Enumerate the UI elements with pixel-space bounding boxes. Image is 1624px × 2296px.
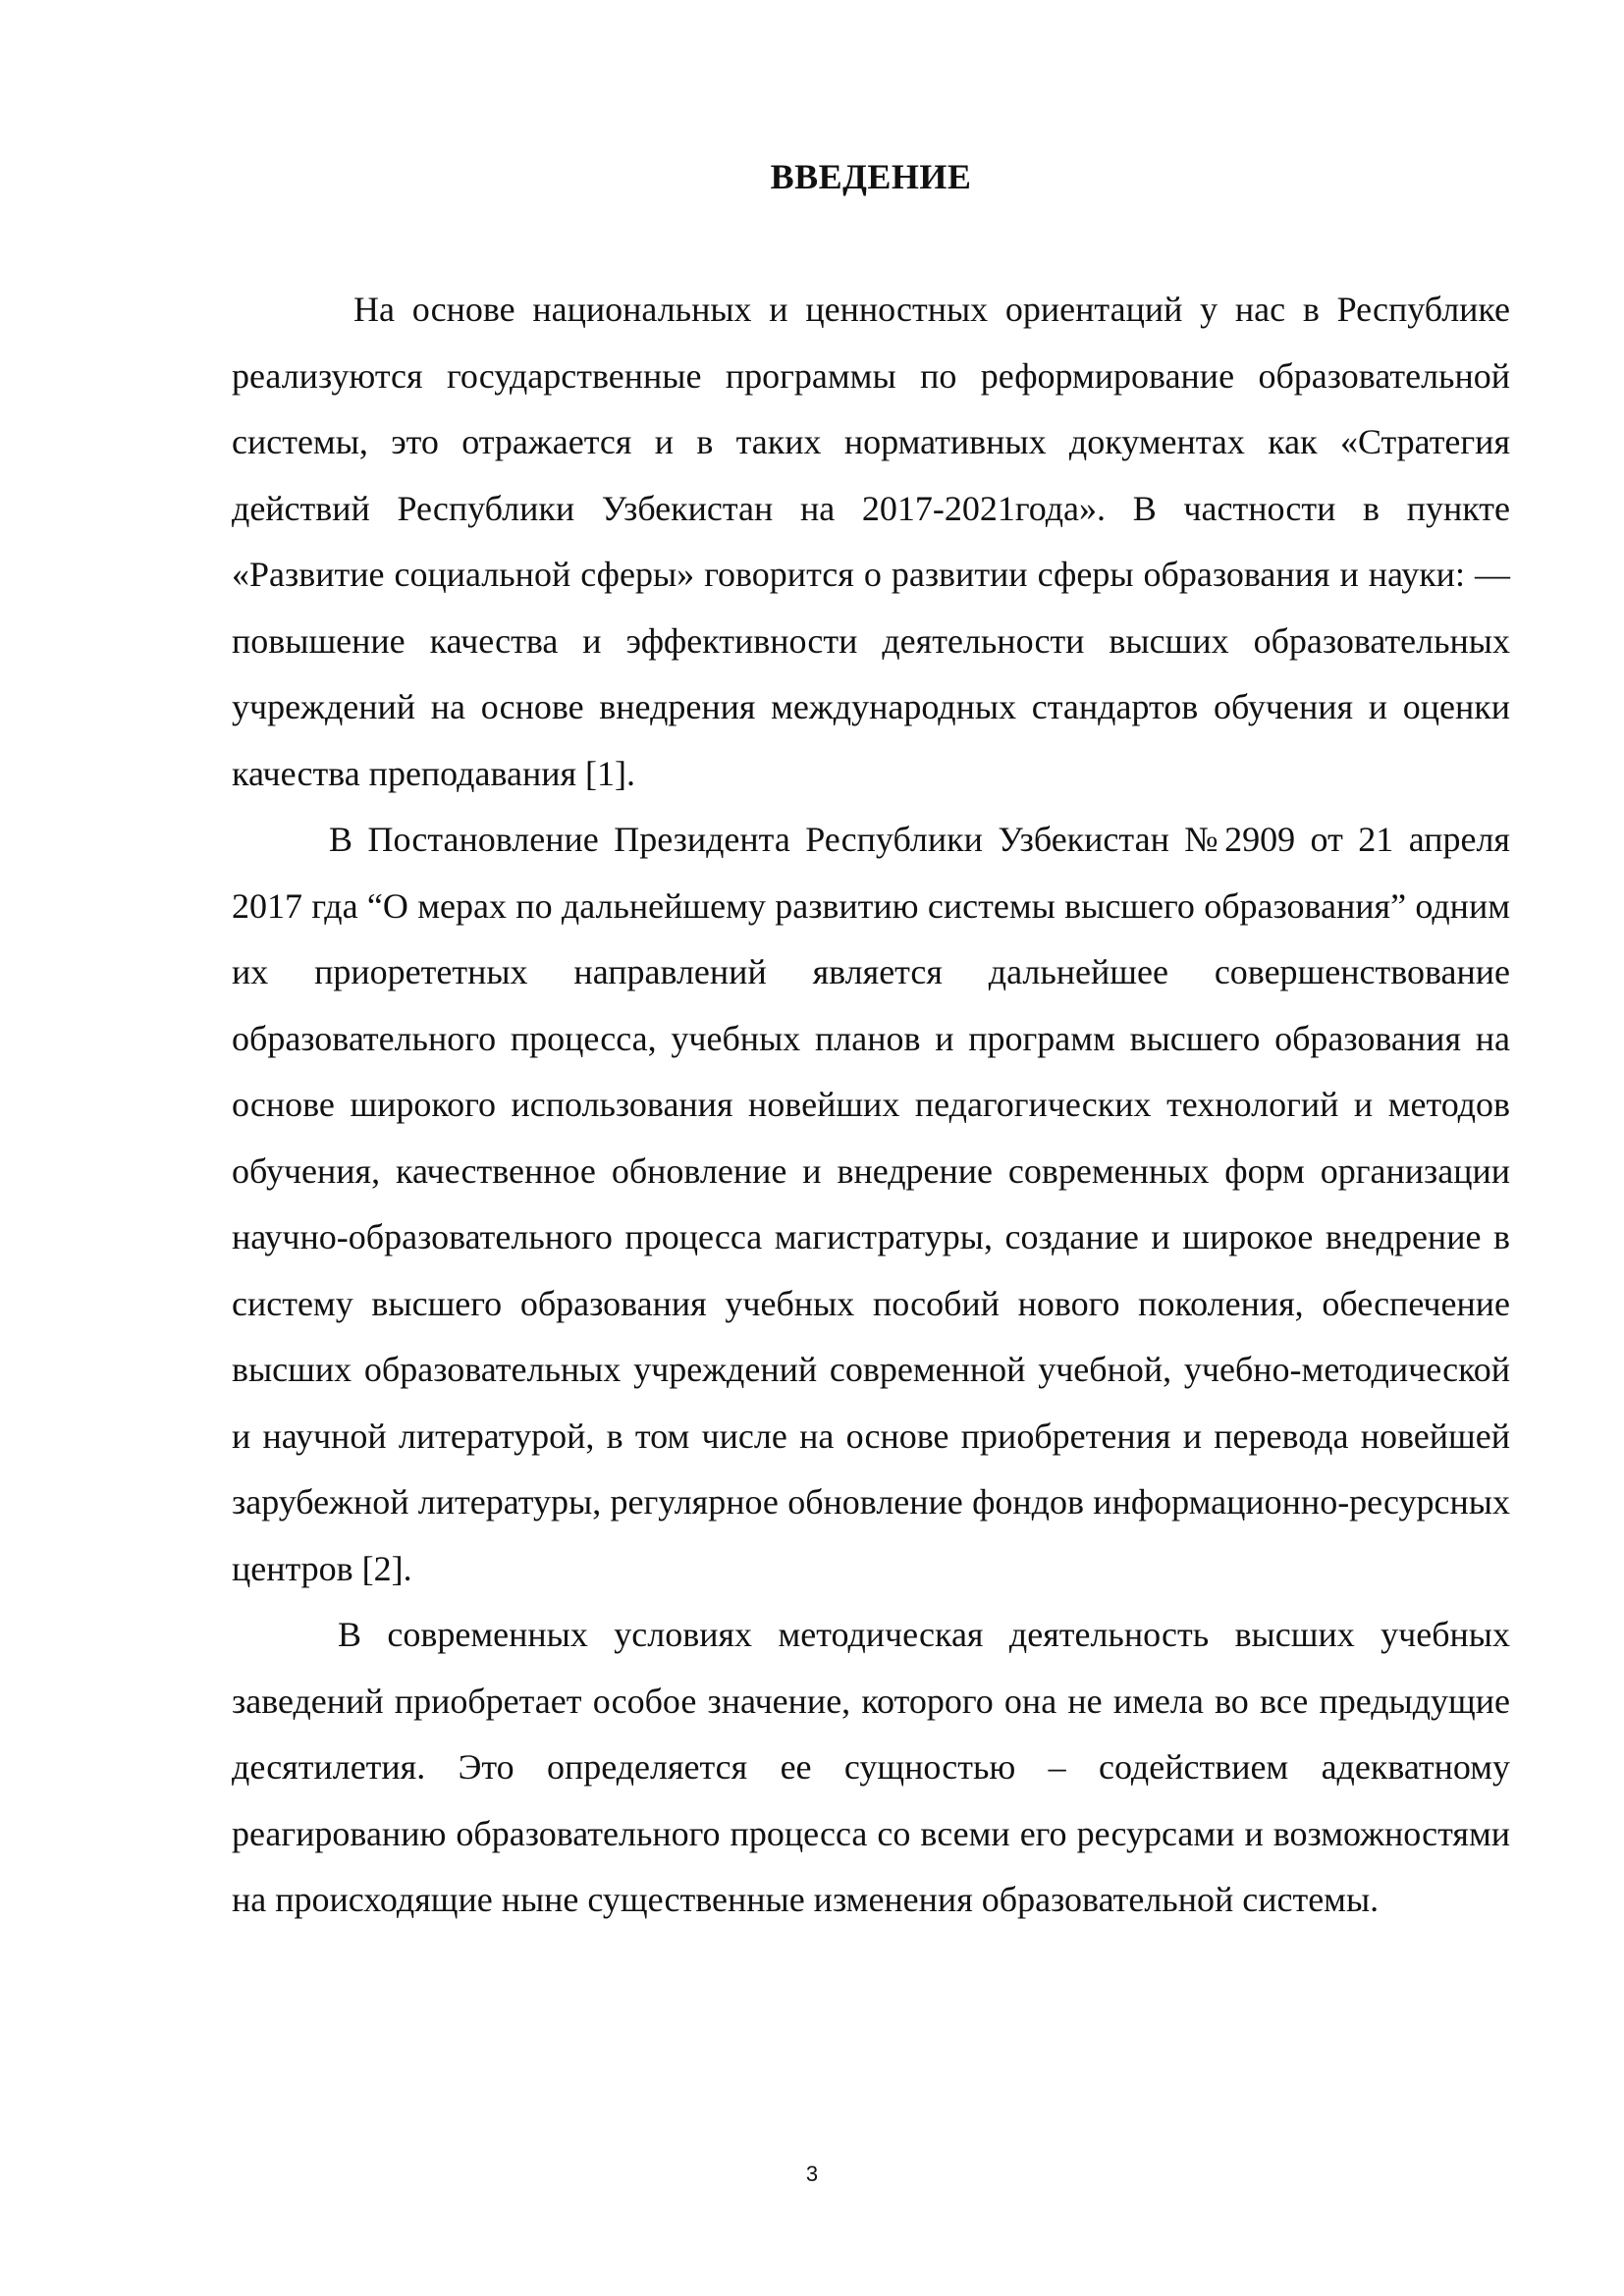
section-title: ВВЕДЕНИЕ <box>770 157 972 196</box>
paragraph-strategy: На основе национальных и ценностных ориентаций у нас в Республике реализуются государственные программы по реформирование образовательной системы, это отражается и в таких нормативных документах как «Стратегия действий Республики Узбекистан на 2017-2021года». В частности в пункте «Развитие социальной сферы» говорится о развитии сферы образования и науки: — повышение качества и эффективности деятельности высших образовательных учреждений на основе внедрения международных стандартов обучения и оценки качества преподавания [1]. <box>232 290 1510 793</box>
paragraph-decree: В Постановление Президента Республики Узбекистан №2909 от 21 апреля 2017 гда “О мерах по дальнейшему развитию системы высшего образования” одним их приорететных направлений является дальнейшее совершенствование образовательного процесса, учебных планов и программ высшего образования на основе широкого использования новейших педагогических технологий и методов обучения, качественное обновление и внедрение современных форм организации научно-образовательного процесса магистратуры, создание и широкое внедрение в систему высшего образования учебных пособий нового поколения, обеспечение высших образовательных учреждений современной учебной, учебно-методической и научной литературой, в том числе на основе приобретения и перевода новейшей зарубежной литературы, регулярное обновление фондов информационно-ресурсных центров [2]. <box>232 820 1510 1588</box>
page-content <box>232 147 1510 1934</box>
page-number: 3 <box>805 2162 819 2186</box>
paragraph-methodical-activity: В современных условиях методическая деятельность высших учебных заведений приобретает особое значение, которого она не имела во все предыдущие десятилетия. Это определяется ее сущностью – содействием адекватному реагированию образовательного процесса со всеми его ресурсами и возможностями на происходящие ныне существенные изменения образовательной системы. <box>232 1615 1510 1919</box>
